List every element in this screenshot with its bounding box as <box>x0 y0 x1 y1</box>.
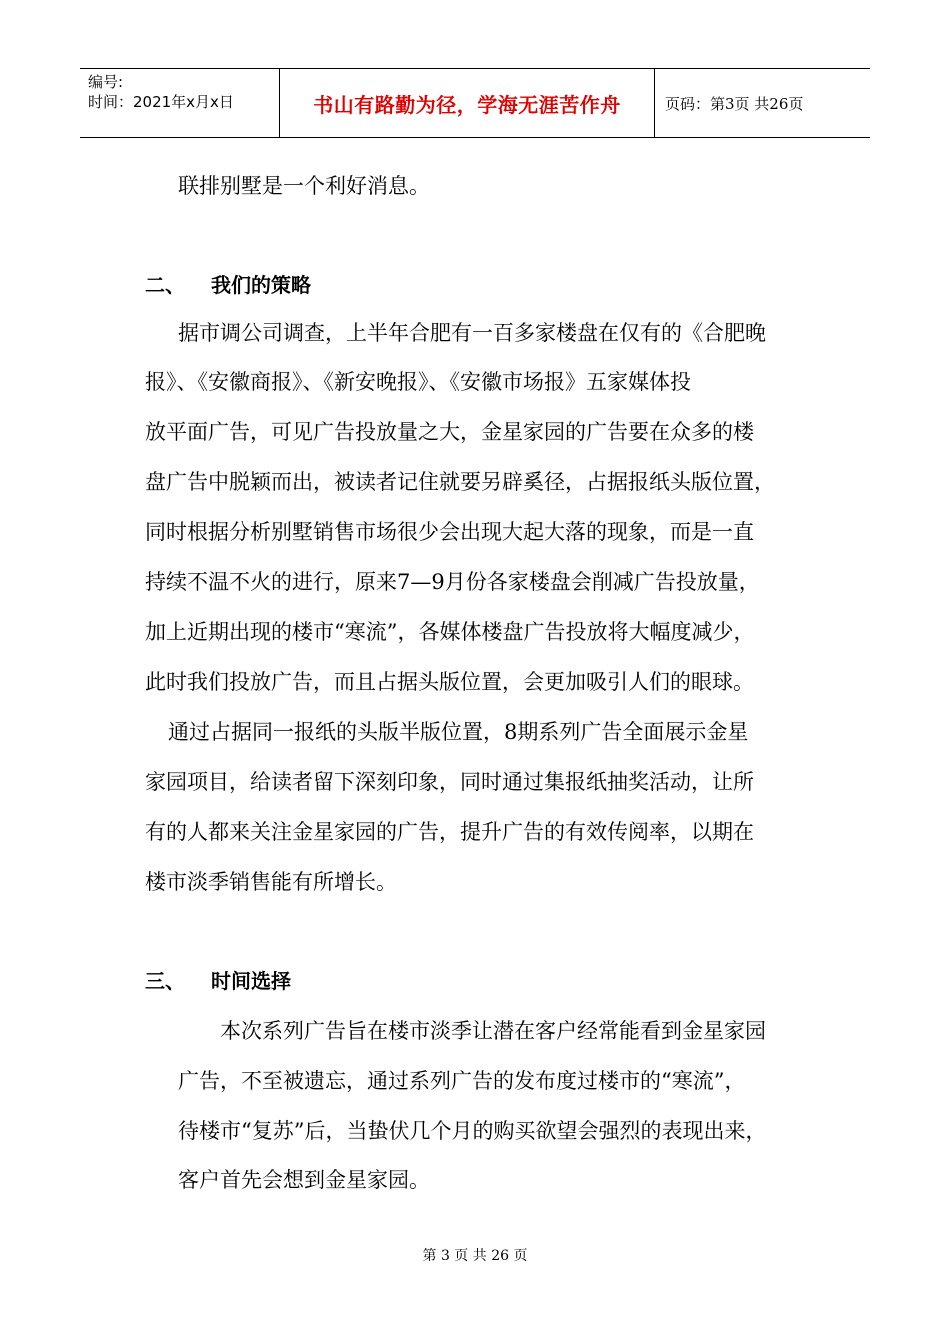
header-motto: 书山有路勤为径，学海无涯苦作舟 <box>280 69 655 137</box>
paragraph-line: 客户首先会想到金星家园。 <box>178 1168 430 1192</box>
paragraph-line: 有的人都来关注金星家园的广告，提升广告的有效传阅率，以期在 <box>145 820 754 844</box>
section-heading-timing <box>145 966 291 996</box>
page-footer: 第 3 页 共 26 页 <box>422 1248 528 1264</box>
paragraph-line: 放平面广告，可见广告投放量之大，金星家园的广告要在众多的楼 <box>145 420 754 444</box>
section-number: 三、 <box>145 969 185 993</box>
section-number: 二、 <box>145 273 185 297</box>
paragraph-line: 报》、《安徽商报》、《新安晚报》、《安徽市场报》五家媒体投 <box>145 370 691 394</box>
paragraph-line: 通过占据同一报纸的头版半版位置，8期系列广告全面展示金星 <box>168 720 749 744</box>
paragraph-line: 家园项目，给读者留下深刻印象，同时通过集报纸抽奖活动，让所 <box>145 770 754 794</box>
page-header <box>80 68 870 138</box>
intro-line: 联排别墅是一个利好消息。 <box>178 174 430 198</box>
header-meta <box>80 69 280 137</box>
section-heading-strategy <box>145 270 311 300</box>
header-date: 时间：2021年x月x日 <box>88 93 234 111</box>
paragraph-line: 待楼市“复苏”后，当蛰伏几个月的购买欲望会强烈的表现出来， <box>178 1119 767 1143</box>
paragraph-line: 同时根据分析别墅销售市场很少会出现大起大落的现象，而是一直 <box>145 520 754 544</box>
paragraph-line: 本次系列广告旨在楼市淡季让潜在客户经常能看到金星家园 <box>220 1019 766 1043</box>
header-page-info: 页码：第3页 共26页 <box>665 94 804 113</box>
serial-label: 编号: <box>88 73 124 91</box>
section-title: 时间选择 <box>211 969 291 993</box>
paragraph-line: 据市调公司调查，上半年合肥有一百多家楼盘在仅有的《合肥晚 <box>178 321 766 345</box>
paragraph-line: 此时我们投放广告，而且占据头版位置，会更加吸引人们的眼球。 <box>145 670 754 694</box>
paragraph-line: 加上近期出现的楼市“寒流”，各媒体楼盘广告投放将大幅度减少， <box>145 620 755 644</box>
section-title: 我们的策略 <box>211 273 311 297</box>
paragraph-line: 广告，不至被遗忘，通过系列广告的发布度过楼市的“寒流”， <box>178 1069 746 1093</box>
paragraph-line: 盘广告中脱颖而出，被读者记住就要另辟奚径，占据报纸头版位置， <box>145 470 775 494</box>
paragraph-line: 楼市淡季销售能有所增长。 <box>145 870 397 894</box>
paragraph-line: 持续不温不火的进行，原来7—9月份各家楼盘会削减广告投放量， <box>145 570 760 594</box>
